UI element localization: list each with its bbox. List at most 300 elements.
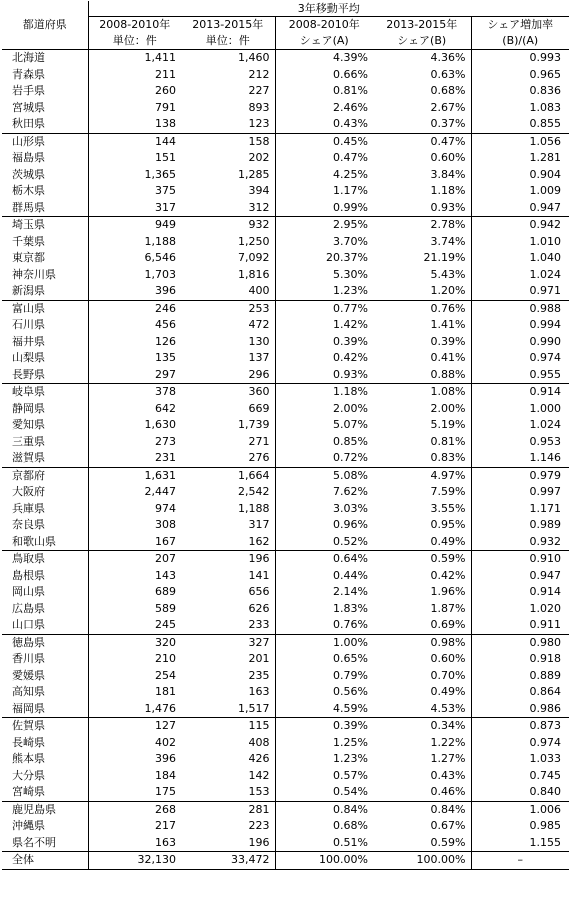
share-2008-2010-cell: 0.72% — [333, 451, 368, 465]
table-row — [2, 501, 569, 518]
prefecture-name-cell: 宮城県 — [2, 100, 88, 117]
share-2013-2015-cell: 0.88% — [373, 367, 471, 384]
count-2008-2010-cell: 231 — [155, 451, 176, 465]
share-2013-2015-cell: 3.84% — [373, 167, 471, 184]
count-2008-2010-cell: 589 — [155, 601, 176, 615]
count-2013-2015-cell: 626 — [181, 601, 275, 618]
share-2008-2010-cell: 7.62% — [333, 485, 368, 499]
share-growth-ratio-cell: 0.997 — [529, 485, 562, 499]
share-growth-ratio-cell: 0.889 — [529, 668, 562, 682]
share-2013-2015-cell: 0.84% — [373, 801, 471, 818]
table-row — [2, 601, 569, 618]
share-growth-ratio-cell: 0.914 — [471, 384, 569, 401]
prefecture-name-cell: 山口県 — [2, 617, 88, 634]
table-row — [2, 617, 569, 634]
prefecture-name-cell: 鳥取県 — [2, 551, 88, 568]
share-growth-ratio-cell: 0.986 — [529, 701, 562, 715]
prefecture-name-cell: 和歌山県 — [2, 534, 88, 551]
share-growth-ratio-cell: 1.155 — [529, 835, 562, 849]
count-2008-2010-cell: 320 — [88, 634, 181, 651]
share-2008-2010-cell: 4.39% — [275, 50, 373, 67]
count-2013-2015-cell: 296 — [181, 367, 275, 384]
count-2013-2015-cell: 312 — [181, 200, 275, 217]
share-growth-ratio-cell: 0.873 — [471, 718, 569, 735]
share-2008-2010-cell: 0.56% — [333, 685, 368, 699]
count-2008-2010-cell: 246 — [88, 300, 181, 317]
count-2013-2015-cell: 201 — [181, 651, 275, 668]
share-growth-ratio-cell: 0.745 — [529, 768, 562, 782]
count-2013-2015-cell: 212 — [181, 67, 275, 84]
share-2013-2015-cell: 5.19% — [373, 417, 471, 434]
prefecture-name-cell: 大分県 — [2, 768, 88, 785]
share-2008-2010-cell: 0.51% — [333, 835, 368, 849]
share-2008-2010-cell: 0.65% — [333, 652, 368, 666]
count-2013-2015-cell: 360 — [181, 384, 275, 401]
prefecture-name-cell: 大阪府 — [2, 484, 88, 501]
table-row — [2, 50, 569, 67]
count-2013-2015-cell: 1,816 — [181, 267, 275, 284]
share-2008-2010-cell: 5.07% — [333, 418, 368, 432]
count-2008-2010-cell: 151 — [155, 151, 176, 165]
prefecture-name-cell: 高知県 — [2, 684, 88, 701]
table-row — [2, 384, 569, 401]
count-2013-2015-cell: 202 — [181, 150, 275, 167]
share-2013-2015-cell: 0.46% — [373, 784, 471, 801]
share-growth-ratio-cell: 0.980 — [471, 634, 569, 651]
table-row — [2, 334, 569, 351]
share-growth-ratio-cell: 1.024 — [529, 267, 562, 281]
share-growth-header-line2: (B)/(A) — [471, 33, 569, 50]
share-growth-ratio-cell: 1.033 — [529, 752, 562, 766]
share-2013-2015-cell: 0.67% — [373, 818, 471, 835]
share-growth-ratio-cell: 0.979 — [471, 467, 569, 484]
count-2008-2010-cell: 1,703 — [144, 267, 176, 281]
total-count-2008-2010-cell: 32,130 — [88, 852, 181, 870]
count-2008-2010-cell: 126 — [155, 334, 176, 348]
share-2013-2015-cell: 4.97% — [373, 467, 471, 484]
prefecture-name-cell: 滋賀県 — [2, 450, 88, 467]
count-2013-2015-cell: 1,664 — [181, 467, 275, 484]
share-growth-ratio-cell: 0.840 — [529, 785, 562, 799]
total-share-2013-2015-cell: 100.00% — [373, 852, 471, 870]
share-2013-2015-cell: 0.47% — [373, 133, 471, 150]
table-row — [2, 83, 569, 100]
share-2008-2010-header-line1: 2008-2010年 — [288, 18, 360, 31]
share-2013-2015-cell: 2.00% — [373, 401, 471, 418]
table-row — [2, 818, 569, 835]
total-share-growth-ratio-cell: – — [471, 852, 569, 870]
count-2013-2015-cell: 669 — [181, 401, 275, 418]
count-2008-2010-cell: 791 — [155, 100, 176, 114]
count-2008-2010-cell: 317 — [155, 200, 176, 214]
prefecture-name-cell: 岩手県 — [2, 83, 88, 100]
count-2013-2015-cell: 276 — [181, 450, 275, 467]
share-2013-2015-header-line2: シェア(B) — [373, 33, 471, 50]
count-2013-2015-cell: 233 — [181, 617, 275, 634]
count-2013-2015-cell: 163 — [181, 684, 275, 701]
share-2013-2015-cell: 0.42% — [373, 568, 471, 585]
table-row — [2, 568, 569, 585]
count-2008-2010-cell: 2,447 — [144, 485, 176, 499]
prefecture-name-cell: 山梨県 — [2, 350, 88, 367]
count-2013-2015-cell: 426 — [181, 751, 275, 768]
share-growth-ratio-cell: 0.914 — [529, 585, 562, 599]
table-row — [2, 784, 569, 801]
count-2008-2010-cell: 375 — [155, 184, 176, 198]
share-2013-2015-cell: 2.67% — [373, 100, 471, 117]
share-2013-2015-cell: 0.41% — [373, 350, 471, 367]
share-2008-2010-cell: 0.39% — [333, 334, 368, 348]
table-row — [2, 534, 569, 551]
share-2008-2010-cell: 5.30% — [333, 267, 368, 281]
share-2008-2010-cell: 0.45% — [275, 133, 373, 150]
share-2013-2015-cell: 5.43% — [373, 267, 471, 284]
share-growth-ratio-cell: 1.146 — [529, 451, 562, 465]
count-2008-2010-cell: 211 — [155, 67, 176, 81]
share-2008-2010-cell: 2.14% — [333, 585, 368, 599]
prefecture-name-cell: 福島県 — [2, 150, 88, 167]
table-row — [2, 150, 569, 167]
table-row — [2, 417, 569, 434]
share-2013-2015-cell: 2.78% — [373, 217, 471, 234]
share-2013-2015-cell: 0.93% — [373, 200, 471, 217]
table-body — [2, 50, 569, 870]
total-count-2013-2015-cell: 33,472 — [181, 852, 275, 870]
prefecture-name-cell: 岐阜県 — [2, 384, 88, 401]
table-header — [2, 1, 569, 50]
share-2013-2015-cell: 0.43% — [373, 768, 471, 785]
table-row — [2, 116, 569, 133]
share-2008-2010-cell: 0.68% — [333, 819, 368, 833]
share-2013-2015-cell: 4.36% — [373, 50, 471, 67]
share-2013-2015-cell: 1.87% — [373, 601, 471, 618]
count-2008-2010-header-line1: 2008-2010年 — [99, 18, 171, 31]
share-2013-2015-cell: 0.63% — [373, 67, 471, 84]
share-growth-ratio-cell: 0.947 — [529, 200, 562, 214]
count-2013-2015-cell: 115 — [181, 718, 275, 735]
share-growth-ratio-cell: 0.864 — [529, 685, 562, 699]
prefecture-name-cell: 香川県 — [2, 651, 88, 668]
prefecture-name-cell: 県名不明 — [2, 835, 88, 852]
count-2013-2015-cell: 142 — [181, 768, 275, 785]
share-growth-ratio-cell: 0.911 — [529, 618, 562, 632]
count-2008-2010-cell: 396 — [155, 752, 176, 766]
count-2013-2015-cell: 1,517 — [181, 701, 275, 718]
count-2008-2010-cell: 297 — [155, 367, 176, 381]
count-2008-2010-cell: 1,631 — [88, 467, 181, 484]
prefecture-name-cell: 佐賀県 — [2, 718, 88, 735]
count-2013-2015-cell: 123 — [181, 116, 275, 133]
share-2008-2010-cell: 5.08% — [275, 467, 373, 484]
share-2008-2010-cell: 4.25% — [333, 167, 368, 181]
prefecture-name-cell: 長崎県 — [2, 735, 88, 752]
count-2013-2015-cell: 1,739 — [181, 417, 275, 434]
share-growth-ratio-cell: 1.000 — [529, 401, 562, 415]
count-2013-2015-cell: 281 — [181, 801, 275, 818]
share-2008-2010-cell: 4.59% — [333, 701, 368, 715]
table-row — [2, 133, 569, 150]
table-row — [2, 450, 569, 467]
share-2008-2010-cell: 3.03% — [333, 501, 368, 515]
prefecture-name-cell: 福井県 — [2, 334, 88, 351]
share-2008-2010-cell: 0.96% — [333, 518, 368, 532]
prefecture-name-cell: 兵庫県 — [2, 501, 88, 518]
count-2013-2015-cell: 196 — [181, 835, 275, 852]
share-2008-2010-cell: 1.23% — [333, 284, 368, 298]
moving-average-super-header: 3年移動平均 — [88, 1, 569, 17]
table-row — [2, 367, 569, 384]
table-row — [2, 701, 569, 718]
prefecture-name-cell: 東京都 — [2, 250, 88, 267]
count-2008-2010-cell: 1,630 — [144, 418, 176, 432]
count-2008-2010-cell: 167 — [155, 534, 176, 548]
share-2008-2010-cell: 1.83% — [333, 601, 368, 615]
share-2013-2015-cell: 0.49% — [373, 684, 471, 701]
total-share-2008-2010-cell: 100.00% — [275, 852, 373, 870]
prefecture-name-cell: 青森県 — [2, 67, 88, 84]
table-row — [2, 751, 569, 768]
share-2008-2010-cell: 0.77% — [275, 300, 373, 317]
prefecture-name-cell: 福岡県 — [2, 701, 88, 718]
count-2013-2015-cell: 1,460 — [181, 50, 275, 67]
share-growth-ratio-cell: 0.985 — [529, 819, 562, 833]
prefecture-name-cell: 愛媛県 — [2, 668, 88, 685]
share-2013-2015-cell: 1.96% — [373, 584, 471, 601]
share-growth-ratio-cell: 0.990 — [529, 334, 562, 348]
share-2013-2015-cell: 3.74% — [373, 234, 471, 251]
count-2013-2015-cell: 162 — [181, 534, 275, 551]
prefecture-name-cell: 沖縄県 — [2, 818, 88, 835]
share-growth-ratio-cell: 0.836 — [529, 84, 562, 98]
count-2013-2015-cell: 223 — [181, 818, 275, 835]
count-2008-2010-cell: 144 — [88, 133, 181, 150]
share-2008-2010-cell: 0.84% — [275, 801, 373, 818]
share-2013-2015-cell: 0.68% — [373, 83, 471, 100]
prefecture-share-table-container — [2, 1, 569, 870]
count-2013-2015-cell: 327 — [181, 634, 275, 651]
count-2008-2010-header-line2: 単位：件 — [88, 33, 181, 50]
share-growth-ratio-cell: 0.918 — [529, 652, 562, 666]
count-2008-2010-cell: 207 — [88, 551, 181, 568]
share-2008-2010-cell: 0.52% — [333, 534, 368, 548]
share-2008-2010-cell: 1.00% — [275, 634, 373, 651]
count-2013-2015-cell: 253 — [181, 300, 275, 317]
count-2013-2015-cell: 656 — [181, 584, 275, 601]
count-2013-2015-cell: 1,250 — [181, 234, 275, 251]
share-2008-2010-cell: 0.39% — [275, 718, 373, 735]
count-2008-2010-cell: 254 — [155, 668, 176, 682]
prefecture-name-cell: 広島県 — [2, 601, 88, 618]
count-2008-2010-cell: 181 — [155, 685, 176, 699]
table-row — [2, 735, 569, 752]
count-2008-2010-cell: 1,476 — [144, 701, 176, 715]
prefecture-name-cell: 宮崎県 — [2, 784, 88, 801]
table-row — [2, 484, 569, 501]
table-row — [2, 217, 569, 234]
table-row — [2, 801, 569, 818]
count-2013-2015-header-line2: 単位：件 — [181, 33, 275, 50]
count-2008-2010-cell: 184 — [155, 768, 176, 782]
share-growth-ratio-cell: 0.947 — [529, 568, 562, 582]
prefecture-name-cell: 栃木県 — [2, 183, 88, 200]
count-2008-2010-cell: 308 — [155, 518, 176, 532]
share-growth-header-line1: シェア増加率 — [487, 18, 554, 31]
share-2013-2015-cell: 0.34% — [373, 718, 471, 735]
share-2013-2015-cell: 0.83% — [373, 450, 471, 467]
share-2013-2015-cell: 0.49% — [373, 534, 471, 551]
count-2013-2015-cell: 153 — [181, 784, 275, 801]
share-growth-ratio-cell: 0.974 — [529, 735, 562, 749]
table-row — [2, 551, 569, 568]
share-growth-ratio-cell: 1.020 — [529, 601, 562, 615]
share-growth-ratio-cell: 1.281 — [529, 151, 562, 165]
table-row — [2, 434, 569, 451]
count-2013-2015-cell: 227 — [181, 83, 275, 100]
prefecture-name-cell: 群馬県 — [2, 200, 88, 217]
count-2013-2015-cell: 893 — [181, 100, 275, 117]
share-2013-2015-cell: 3.55% — [373, 501, 471, 518]
table-row — [2, 267, 569, 284]
share-2013-2015-cell: 1.41% — [373, 317, 471, 334]
share-growth-ratio-cell: 0.993 — [471, 50, 569, 67]
total-row — [2, 852, 569, 870]
share-growth-ratio-cell: 1.010 — [529, 234, 562, 248]
share-2008-2010-cell: 1.25% — [333, 735, 368, 749]
count-2008-2010-cell: 143 — [155, 568, 176, 582]
share-growth-ratio-cell: 1.024 — [529, 418, 562, 432]
count-2008-2010-cell: 210 — [155, 652, 176, 666]
count-2013-2015-cell: 408 — [181, 735, 275, 752]
table-row — [2, 467, 569, 484]
prefecture-name-cell: 静岡県 — [2, 401, 88, 418]
count-2013-2015-cell: 271 — [181, 434, 275, 451]
prefecture-name-cell: 島根県 — [2, 568, 88, 585]
count-2013-2015-cell: 130 — [181, 334, 275, 351]
count-2013-2015-cell: 472 — [181, 317, 275, 334]
share-growth-ratio-cell: 0.904 — [529, 167, 562, 181]
share-2013-2015-cell: 1.27% — [373, 751, 471, 768]
count-2008-2010-cell: 135 — [155, 351, 176, 365]
share-growth-ratio-cell: 0.942 — [471, 217, 569, 234]
share-2013-2015-cell: 1.22% — [373, 735, 471, 752]
share-2008-2010-cell: 0.76% — [333, 618, 368, 632]
share-growth-ratio-cell: 1.171 — [529, 501, 562, 515]
count-2008-2010-cell: 378 — [88, 384, 181, 401]
count-2008-2010-cell: 127 — [88, 718, 181, 735]
table-row — [2, 835, 569, 852]
share-2013-2015-cell: 0.59% — [373, 551, 471, 568]
prefecture-name-cell: 神奈川県 — [2, 267, 88, 284]
table-row — [2, 234, 569, 251]
count-2008-2010-cell: 6,546 — [144, 251, 176, 265]
table-row — [2, 167, 569, 184]
share-2013-2015-cell: 4.53% — [373, 701, 471, 718]
count-2013-2015-cell: 1,188 — [181, 501, 275, 518]
count-2008-2010-cell: 217 — [155, 819, 176, 833]
share-2008-2010-cell: 0.47% — [333, 151, 368, 165]
share-2008-2010-cell: 20.37% — [326, 251, 368, 265]
share-2013-2015-cell: 0.76% — [373, 300, 471, 317]
share-2008-2010-cell: 0.44% — [333, 568, 368, 582]
share-2013-2015-cell: 1.20% — [373, 283, 471, 300]
prefecture-share-table — [2, 1, 569, 870]
share-2008-2010-cell: 0.42% — [333, 351, 368, 365]
total-prefecture-name-cell: 全体 — [2, 852, 88, 870]
count-2008-2010-cell: 689 — [155, 585, 176, 599]
count-2013-2015-cell: 158 — [181, 133, 275, 150]
count-2008-2010-cell: 1,188 — [144, 234, 176, 248]
count-2013-2015-cell: 2,542 — [181, 484, 275, 501]
share-2013-2015-cell: 0.60% — [373, 651, 471, 668]
table-row — [2, 517, 569, 534]
count-2013-2015-cell: 141 — [181, 568, 275, 585]
count-2013-2015-cell: 137 — [181, 350, 275, 367]
prefecture-name-cell: 富山県 — [2, 300, 88, 317]
share-2013-2015-cell: 0.95% — [373, 517, 471, 534]
share-2013-2015-cell: 0.81% — [373, 434, 471, 451]
count-2008-2010-cell: 260 — [155, 84, 176, 98]
count-2008-2010-cell: 175 — [155, 785, 176, 799]
share-2013-2015-cell: 21.19% — [373, 250, 471, 267]
prefecture-name-cell: 岡山県 — [2, 584, 88, 601]
share-2013-2015-cell: 0.98% — [373, 634, 471, 651]
share-2013-2015-cell: 0.69% — [373, 617, 471, 634]
share-2008-2010-cell: 2.46% — [333, 100, 368, 114]
share-growth-ratio-cell: 0.953 — [529, 434, 562, 448]
share-growth-ratio-cell: 0.955 — [529, 367, 562, 381]
prefecture-name-cell: 埼玉県 — [2, 217, 88, 234]
prefecture-name-cell: 奈良県 — [2, 517, 88, 534]
share-growth-ratio-cell: 0.855 — [529, 117, 562, 131]
count-2008-2010-cell: 273 — [155, 434, 176, 448]
prefecture-name-cell: 千葉県 — [2, 234, 88, 251]
share-2008-2010-cell: 0.79% — [333, 668, 368, 682]
share-2008-2010-cell: 1.18% — [275, 384, 373, 401]
share-growth-ratio-cell: 0.988 — [471, 300, 569, 317]
prefecture-name-cell: 長野県 — [2, 367, 88, 384]
count-2008-2010-cell: 245 — [155, 618, 176, 632]
table-row — [2, 668, 569, 685]
prefecture-name-cell: 三重県 — [2, 434, 88, 451]
table-row — [2, 100, 569, 117]
count-2008-2010-cell: 396 — [155, 284, 176, 298]
count-2013-2015-cell: 400 — [181, 283, 275, 300]
table-row — [2, 634, 569, 651]
prefecture-name-cell: 新潟県 — [2, 283, 88, 300]
prefecture-name-cell: 鹿児島県 — [2, 801, 88, 818]
share-2013-2015-cell: 0.59% — [373, 835, 471, 852]
share-2008-2010-cell: 0.66% — [333, 67, 368, 81]
share-2008-2010-cell: 0.85% — [333, 434, 368, 448]
count-2008-2010-cell: 268 — [88, 801, 181, 818]
share-2008-2010-cell: 0.64% — [275, 551, 373, 568]
count-2008-2010-cell: 974 — [155, 501, 176, 515]
share-2008-2010-cell: 2.00% — [333, 401, 368, 415]
count-2013-2015-header-line1: 2013-2015年 — [181, 17, 275, 34]
share-growth-ratio-cell: 0.965 — [529, 67, 562, 81]
share-growth-ratio-cell: 0.971 — [529, 284, 562, 298]
count-2008-2010-cell: 163 — [155, 835, 176, 849]
table-row — [2, 401, 569, 418]
share-growth-ratio-cell: 0.994 — [529, 318, 562, 332]
share-2008-2010-cell: 0.43% — [333, 117, 368, 131]
table-row — [2, 768, 569, 785]
count-2013-2015-cell: 235 — [181, 668, 275, 685]
share-growth-ratio-cell: 1.040 — [529, 251, 562, 265]
share-2008-2010-cell: 0.93% — [333, 367, 368, 381]
table-row — [2, 283, 569, 300]
table-row — [2, 183, 569, 200]
